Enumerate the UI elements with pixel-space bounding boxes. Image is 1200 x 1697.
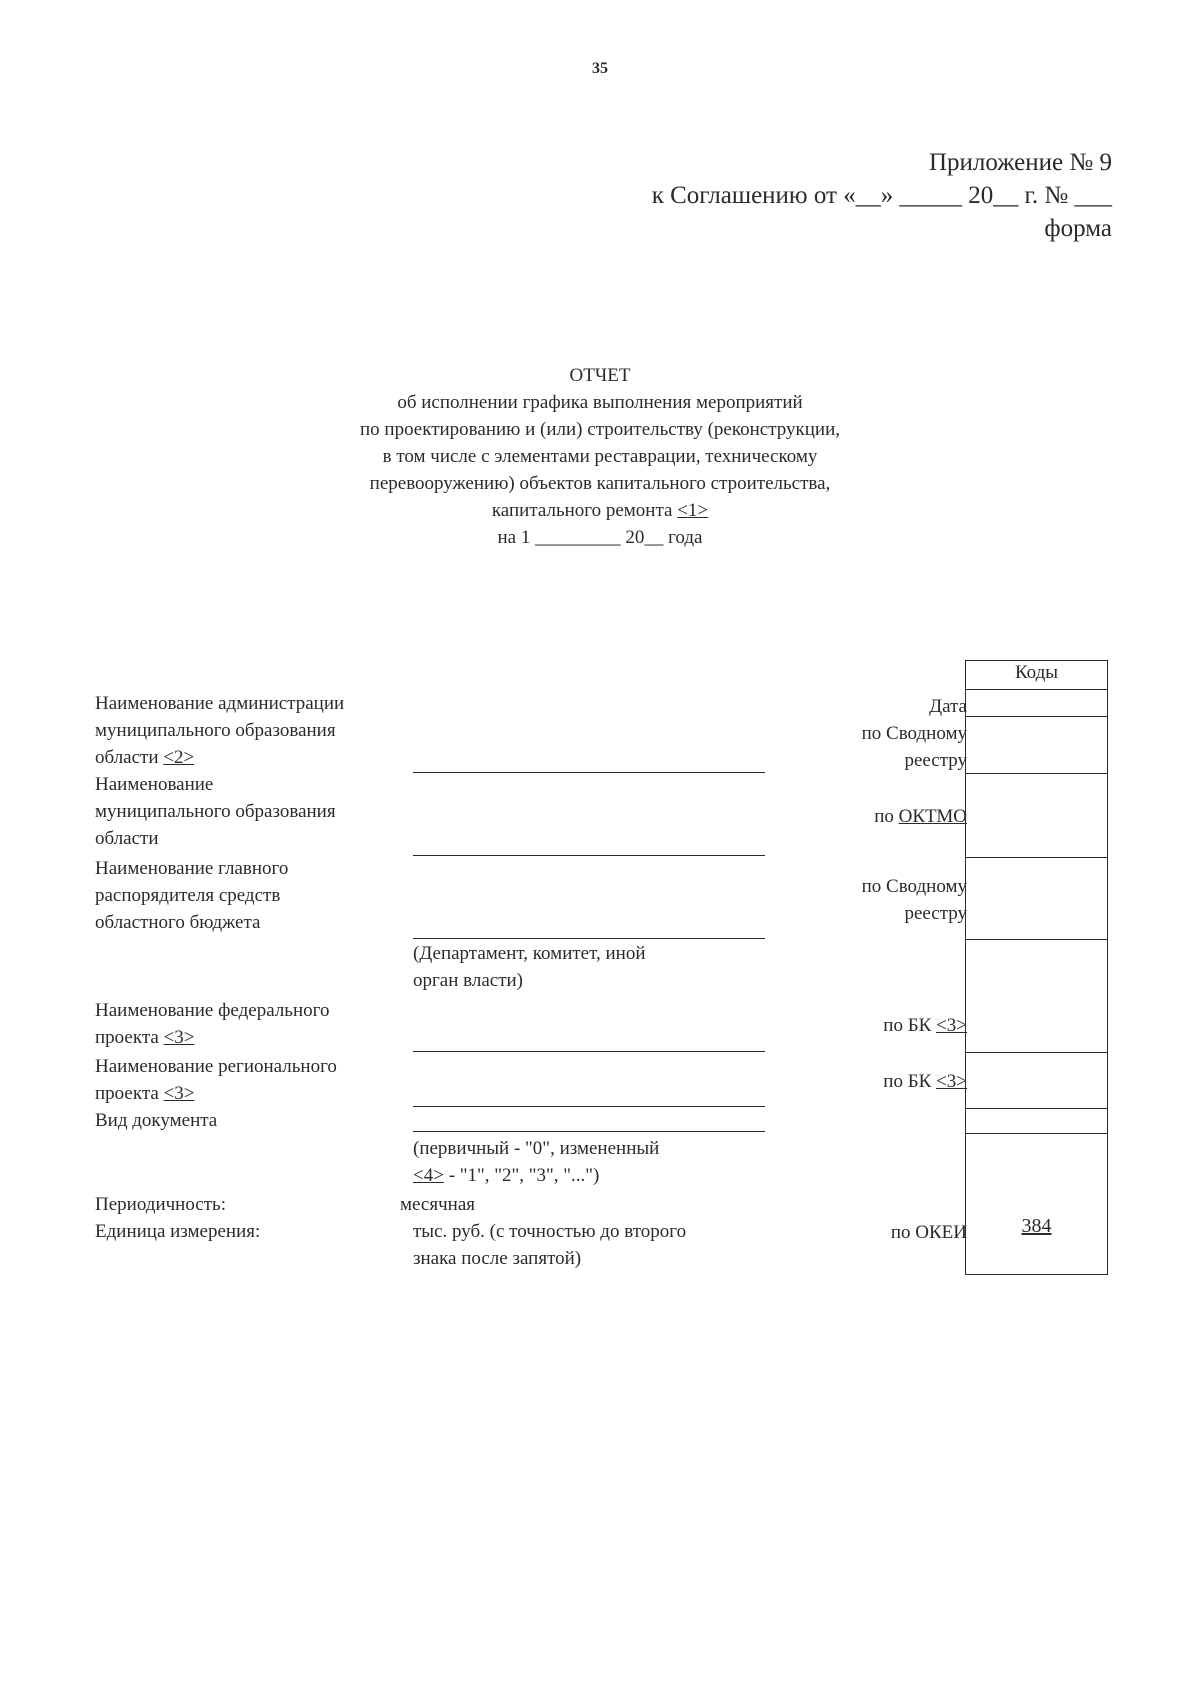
- codes-header: Коды: [1014, 662, 1059, 683]
- report-heading: ОТЧЕТ: [569, 365, 631, 386]
- doc-type-hint: (первичный - "0", измененный: [413, 1138, 660, 1159]
- date-label: Дата: [929, 696, 967, 717]
- appendix-form: форма: [1044, 215, 1112, 242]
- federal-project-text: проекта: [95, 1027, 164, 1048]
- periodicity-value: месячная: [400, 1194, 475, 1215]
- regional-project-input-line[interactable]: [413, 1106, 765, 1107]
- gr-label: Наименование главного: [95, 858, 289, 879]
- oktmo-link: ОКТМО: [898, 806, 967, 827]
- report-title-line: по проектированию и (или) строительству (реконструкции,: [359, 419, 840, 440]
- bk-text: по БК: [883, 1015, 937, 1036]
- regional-project-text: проекта: [95, 1083, 164, 1104]
- admin-label-text: области: [95, 747, 164, 768]
- gr-hint: орган власти): [413, 970, 524, 991]
- table-line: [965, 857, 1108, 858]
- svod-registry-label: по Сводному: [861, 876, 967, 897]
- unit-label: Единица измерения:: [95, 1221, 261, 1242]
- table-line: [965, 939, 1108, 940]
- admin-label: Наименование администрации: [95, 693, 345, 714]
- report-title-line: в том числе с элементами реставрации, техническому: [382, 446, 818, 467]
- admin-label: муниципального образования: [95, 720, 336, 741]
- okei-code: 384: [1021, 1215, 1052, 1237]
- bk-label: [883, 1012, 967, 1039]
- regional-project-label: Наименование регионального: [95, 1056, 337, 1077]
- footnote-ref: <2>: [163, 747, 195, 768]
- federal-project-label: Наименование федерального: [95, 1000, 330, 1021]
- doc-type-label: Вид документа: [95, 1110, 218, 1131]
- municipality-input-line[interactable]: [413, 855, 765, 856]
- gr-label: распорядителя средств: [95, 885, 281, 906]
- unit-value: знака после запятой): [413, 1248, 582, 1269]
- municipality-label: Наименование: [95, 774, 214, 795]
- footnote-ref: <4>: [413, 1165, 444, 1186]
- svod-registry-label: реестру: [904, 903, 967, 924]
- table-line: [965, 773, 1108, 774]
- svod-registry-label: реестру: [904, 750, 967, 771]
- report-title-line: об исполнении графика выполнения мероприятий: [397, 392, 803, 413]
- gr-hint: (Департамент, комитет, иной: [413, 943, 646, 964]
- report-title-line: перевооружению) объектов капитального строительства,: [369, 473, 831, 494]
- report-title-line: [200, 497, 1000, 524]
- footnote-ref: <3>: [936, 1015, 967, 1036]
- gr-label: областного бюджета: [95, 912, 261, 933]
- page-number: 35: [592, 60, 608, 77]
- doc-type-input-line[interactable]: [413, 1131, 765, 1132]
- appendix-number: Приложение № 9: [928, 149, 1112, 176]
- unit-value: тыс. руб. (с точностью до второго: [413, 1221, 687, 1242]
- footnote-ref: <3>: [163, 1083, 195, 1104]
- table-line: [965, 1052, 1108, 1053]
- periodicity-label: Периодичность:: [95, 1194, 226, 1215]
- okei-label: по ОКЕИ: [890, 1222, 967, 1243]
- codes-table: [965, 660, 1108, 1275]
- footnote-ref: <3>: [936, 1071, 967, 1092]
- municipality-label: муниципального образования: [95, 801, 336, 822]
- appendix-agreement: к Соглашению от «__» _____ 20__ г. № ___: [651, 182, 1112, 209]
- bk-label: [883, 1068, 967, 1095]
- table-line: [965, 1108, 1108, 1109]
- oktmo-label: [874, 803, 967, 830]
- bk-text: по БК: [883, 1071, 937, 1092]
- report-date-line: на 1 _________ 20__ года: [497, 527, 703, 548]
- municipality-label: области: [95, 828, 159, 849]
- federal-project-label: [95, 1024, 194, 1051]
- footnote-ref: <1>: [677, 500, 709, 521]
- report-title-text: капитального ремонта: [491, 500, 678, 521]
- doc-type-hint: [413, 1162, 599, 1189]
- oktmo-prefix: по: [874, 806, 899, 827]
- regional-project-label: [95, 1080, 194, 1107]
- svod-registry-label: по Сводному: [861, 723, 967, 744]
- table-line: [965, 1133, 1108, 1134]
- doc-type-hint-text: - "1", "2", "3", "..."): [443, 1165, 600, 1186]
- federal-project-input-line[interactable]: [413, 1051, 765, 1052]
- admin-label: [95, 744, 194, 771]
- table-line: [965, 716, 1108, 717]
- footnote-ref: <3>: [163, 1027, 195, 1048]
- admin-input-line[interactable]: [413, 772, 765, 773]
- gr-input-line[interactable]: [413, 938, 765, 939]
- table-line: [965, 689, 1108, 690]
